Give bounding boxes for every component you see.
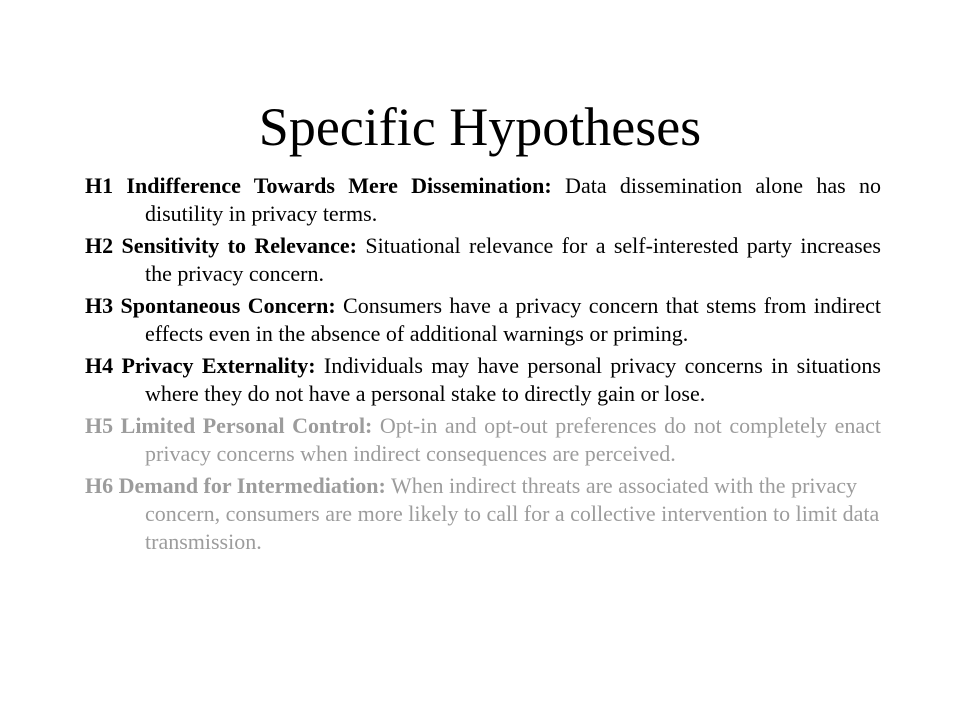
hypothesis-text: Consumers have a privacy concern that stems from indirect effects even in the absence of additional warnings or priming. <box>145 293 881 346</box>
hypothesis-list <box>85 172 881 560</box>
hypothesis-label: H4 Privacy Externality: <box>85 353 316 378</box>
hypothesis-label: H5 Limited Personal Control: <box>85 413 373 438</box>
hypothesis-h6 <box>85 472 881 556</box>
hypothesis-h2 <box>85 232 881 288</box>
hypothesis-label: H6 Demand for Intermediation: <box>85 473 386 498</box>
hypothesis-label: H3 Spontaneous Concern: <box>85 293 336 318</box>
hypothesis-label: H1 Indifference Towards Mere Dissemination: <box>85 173 552 198</box>
hypothesis-label: H2 Sensitivity to Relevance: <box>85 233 357 258</box>
hypothesis-h5 <box>85 412 881 468</box>
hypothesis-h1 <box>85 172 881 228</box>
slide-title: Specific Hypotheses <box>258 97 702 157</box>
hypothesis-text: Situational relevance for a self-interested party increases the privacy concern. <box>145 233 881 286</box>
hypothesis-text: When indirect threats are associated with the privacy concern, consumers are more likely to call for a collective intervention to limit data transmission. <box>145 473 880 554</box>
hypothesis-text: Opt-in and opt-out preferences do not completely enact privacy concerns when indirect consequences are perceived. <box>145 413 881 466</box>
hypothesis-text: Individuals may have personal privacy concerns in situations where they do not have a personal stake to directly gain or lose. <box>145 353 881 406</box>
hypothesis-h3 <box>85 292 881 348</box>
hypothesis-text: Data dissemination alone has no disutility in privacy terms. <box>145 173 882 226</box>
hypothesis-h4 <box>85 352 881 408</box>
